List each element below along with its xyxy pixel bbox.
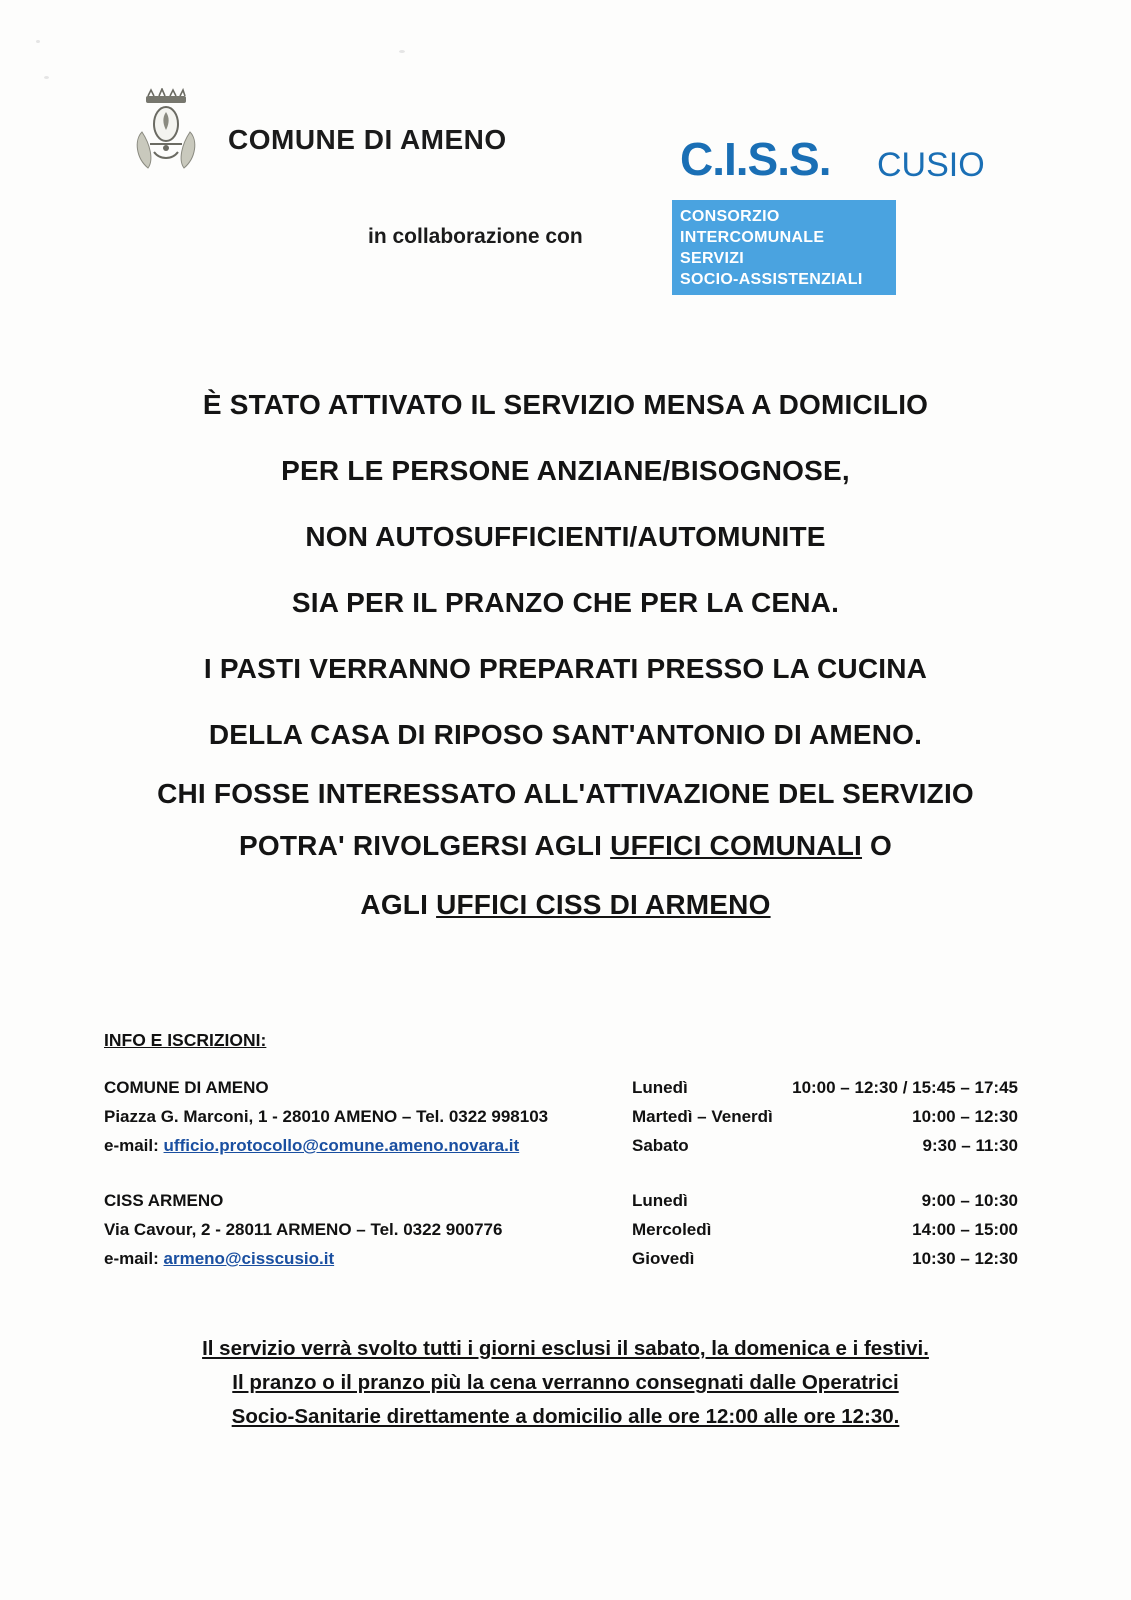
- organization-address: Piazza G. Marconi, 1 - 28010 AMENO – Tel. 0322 998103: [104, 1107, 549, 1126]
- ciss-cusio-label: CUSIO: [877, 146, 985, 184]
- organization-name: COMUNE DI AMENO: [104, 1078, 269, 1097]
- ciss-description-box: [672, 200, 896, 295]
- service-note-line: Socio-Sanitarie direttamente a domicilio alle ore 12:00 alle ore 12:30.: [231, 1405, 900, 1428]
- hours-row: [632, 1131, 1024, 1160]
- organization-ciss-armeno: [104, 1186, 1024, 1273]
- announcement-line: CHI FOSSE INTERESSATO ALL'ATTIVAZIONE DEL SERVIZIO: [157, 778, 974, 809]
- hours-row: [632, 1215, 1024, 1244]
- announcement-line-uffici-comunali: [0, 820, 1131, 872]
- document-header: [0, 70, 1131, 330]
- email-link[interactable]: ufficio.protocollo@comune.ameno.novara.it: [163, 1136, 520, 1155]
- service-note-line: Il pranzo o il pranzo più la cena verranno consegnati dalle Operatrici: [232, 1371, 899, 1394]
- hours-row: [632, 1073, 1024, 1102]
- ciss-logo: [672, 132, 1002, 332]
- hours-time: 9:00 – 10:30: [921, 1191, 1018, 1210]
- organization-comune-di-ameno: [104, 1073, 1024, 1160]
- hours-day: Martedì – Venerdì: [632, 1107, 773, 1126]
- collaboration-label: in collaborazione con: [368, 225, 583, 248]
- ciss-acronym: C.I.S.S.: [680, 133, 831, 185]
- opening-hours: [632, 1073, 1024, 1160]
- hours-time: 10:00 – 12:30: [912, 1107, 1018, 1126]
- announcement-line: I PASTI VERRANNO PREPARATI PRESSO LA CUCINA: [203, 653, 928, 684]
- email-link[interactable]: armeno@cisscusio.it: [163, 1249, 335, 1268]
- announcement-line: SIA PER IL PRANZO CHE PER LA CENA.: [291, 587, 840, 618]
- organization-email-row: [104, 1244, 644, 1273]
- scan-speck: [399, 50, 405, 53]
- hours-row: [632, 1102, 1024, 1131]
- coat-of-arms-icon: [128, 88, 204, 180]
- ciss-box-line-2: INTERCOMUNALE: [680, 229, 825, 246]
- ciss-box-line-4: SOCIO-ASSISTENZIALI: [680, 271, 863, 288]
- hours-row: [632, 1186, 1024, 1215]
- announcement-line: NON AUTOSUFFICIENTI/AUTOMUNITE: [305, 521, 826, 552]
- organization-name: CISS ARMENO: [104, 1191, 224, 1210]
- announcement-line: DELLA CASA DI RIPOSO SANT'ANTONIO DI AMENO.: [208, 719, 923, 750]
- potra-suffix: O: [862, 830, 892, 861]
- hours-day: Lunedì: [632, 1191, 688, 1210]
- info-title: INFO E ISCRIZIONI:: [104, 1030, 267, 1050]
- hours-time: 14:00 – 15:00: [912, 1220, 1018, 1239]
- comune-title: COMUNE DI AMENO: [228, 124, 507, 155]
- agli-prefix: AGLI: [360, 889, 437, 920]
- hours-time: 10:00 – 12:30 / 15:45 – 17:45: [792, 1078, 1018, 1097]
- organization-email-row: [104, 1131, 644, 1160]
- opening-hours: [632, 1186, 1024, 1273]
- organization-details: [104, 1186, 644, 1273]
- hours-day: Mercoledì: [632, 1220, 712, 1239]
- email-label: e-mail:: [104, 1136, 164, 1155]
- announcement-line: È STATO ATTIVATO IL SERVIZIO MENSA A DOMICILIO: [202, 389, 929, 420]
- hours-day: Lunedì: [632, 1078, 688, 1097]
- announcement-line: PER LE PERSONE ANZIANE/BISOGNOSE,: [281, 455, 850, 486]
- uffici-ciss-emphasis: UFFICI CISS DI ARMENO: [436, 889, 771, 920]
- hours-time: 9:30 – 11:30: [922, 1136, 1018, 1155]
- ciss-box-line-3: SERVIZI: [680, 250, 745, 267]
- announcement-line-uffici-ciss: [0, 872, 1131, 938]
- hours-time: 10:30 – 12:30: [912, 1249, 1018, 1268]
- scan-speck: [36, 40, 40, 43]
- service-note: [0, 1332, 1131, 1434]
- service-note-line: Il servizio verrà svolto tutti i giorni esclusi il sabato, la domenica e i festivi.: [202, 1337, 929, 1360]
- info-section: [104, 1030, 1024, 1299]
- organization-details: [104, 1073, 644, 1160]
- ciss-box-line-1: CONSORZIO: [680, 208, 780, 225]
- hours-day: Sabato: [632, 1136, 689, 1155]
- hours-row: [632, 1244, 1024, 1273]
- hours-day: Giovedì: [632, 1249, 695, 1268]
- uffici-comunali-emphasis: UFFICI COMUNALI: [610, 830, 863, 861]
- email-label: e-mail:: [104, 1249, 164, 1268]
- potra-prefix: POTRA' RIVOLGERSI AGLI: [239, 830, 611, 861]
- announcement-body: [0, 372, 1131, 938]
- organization-address: Via Cavour, 2 - 28011 ARMENO – Tel. 0322 900776: [104, 1220, 503, 1239]
